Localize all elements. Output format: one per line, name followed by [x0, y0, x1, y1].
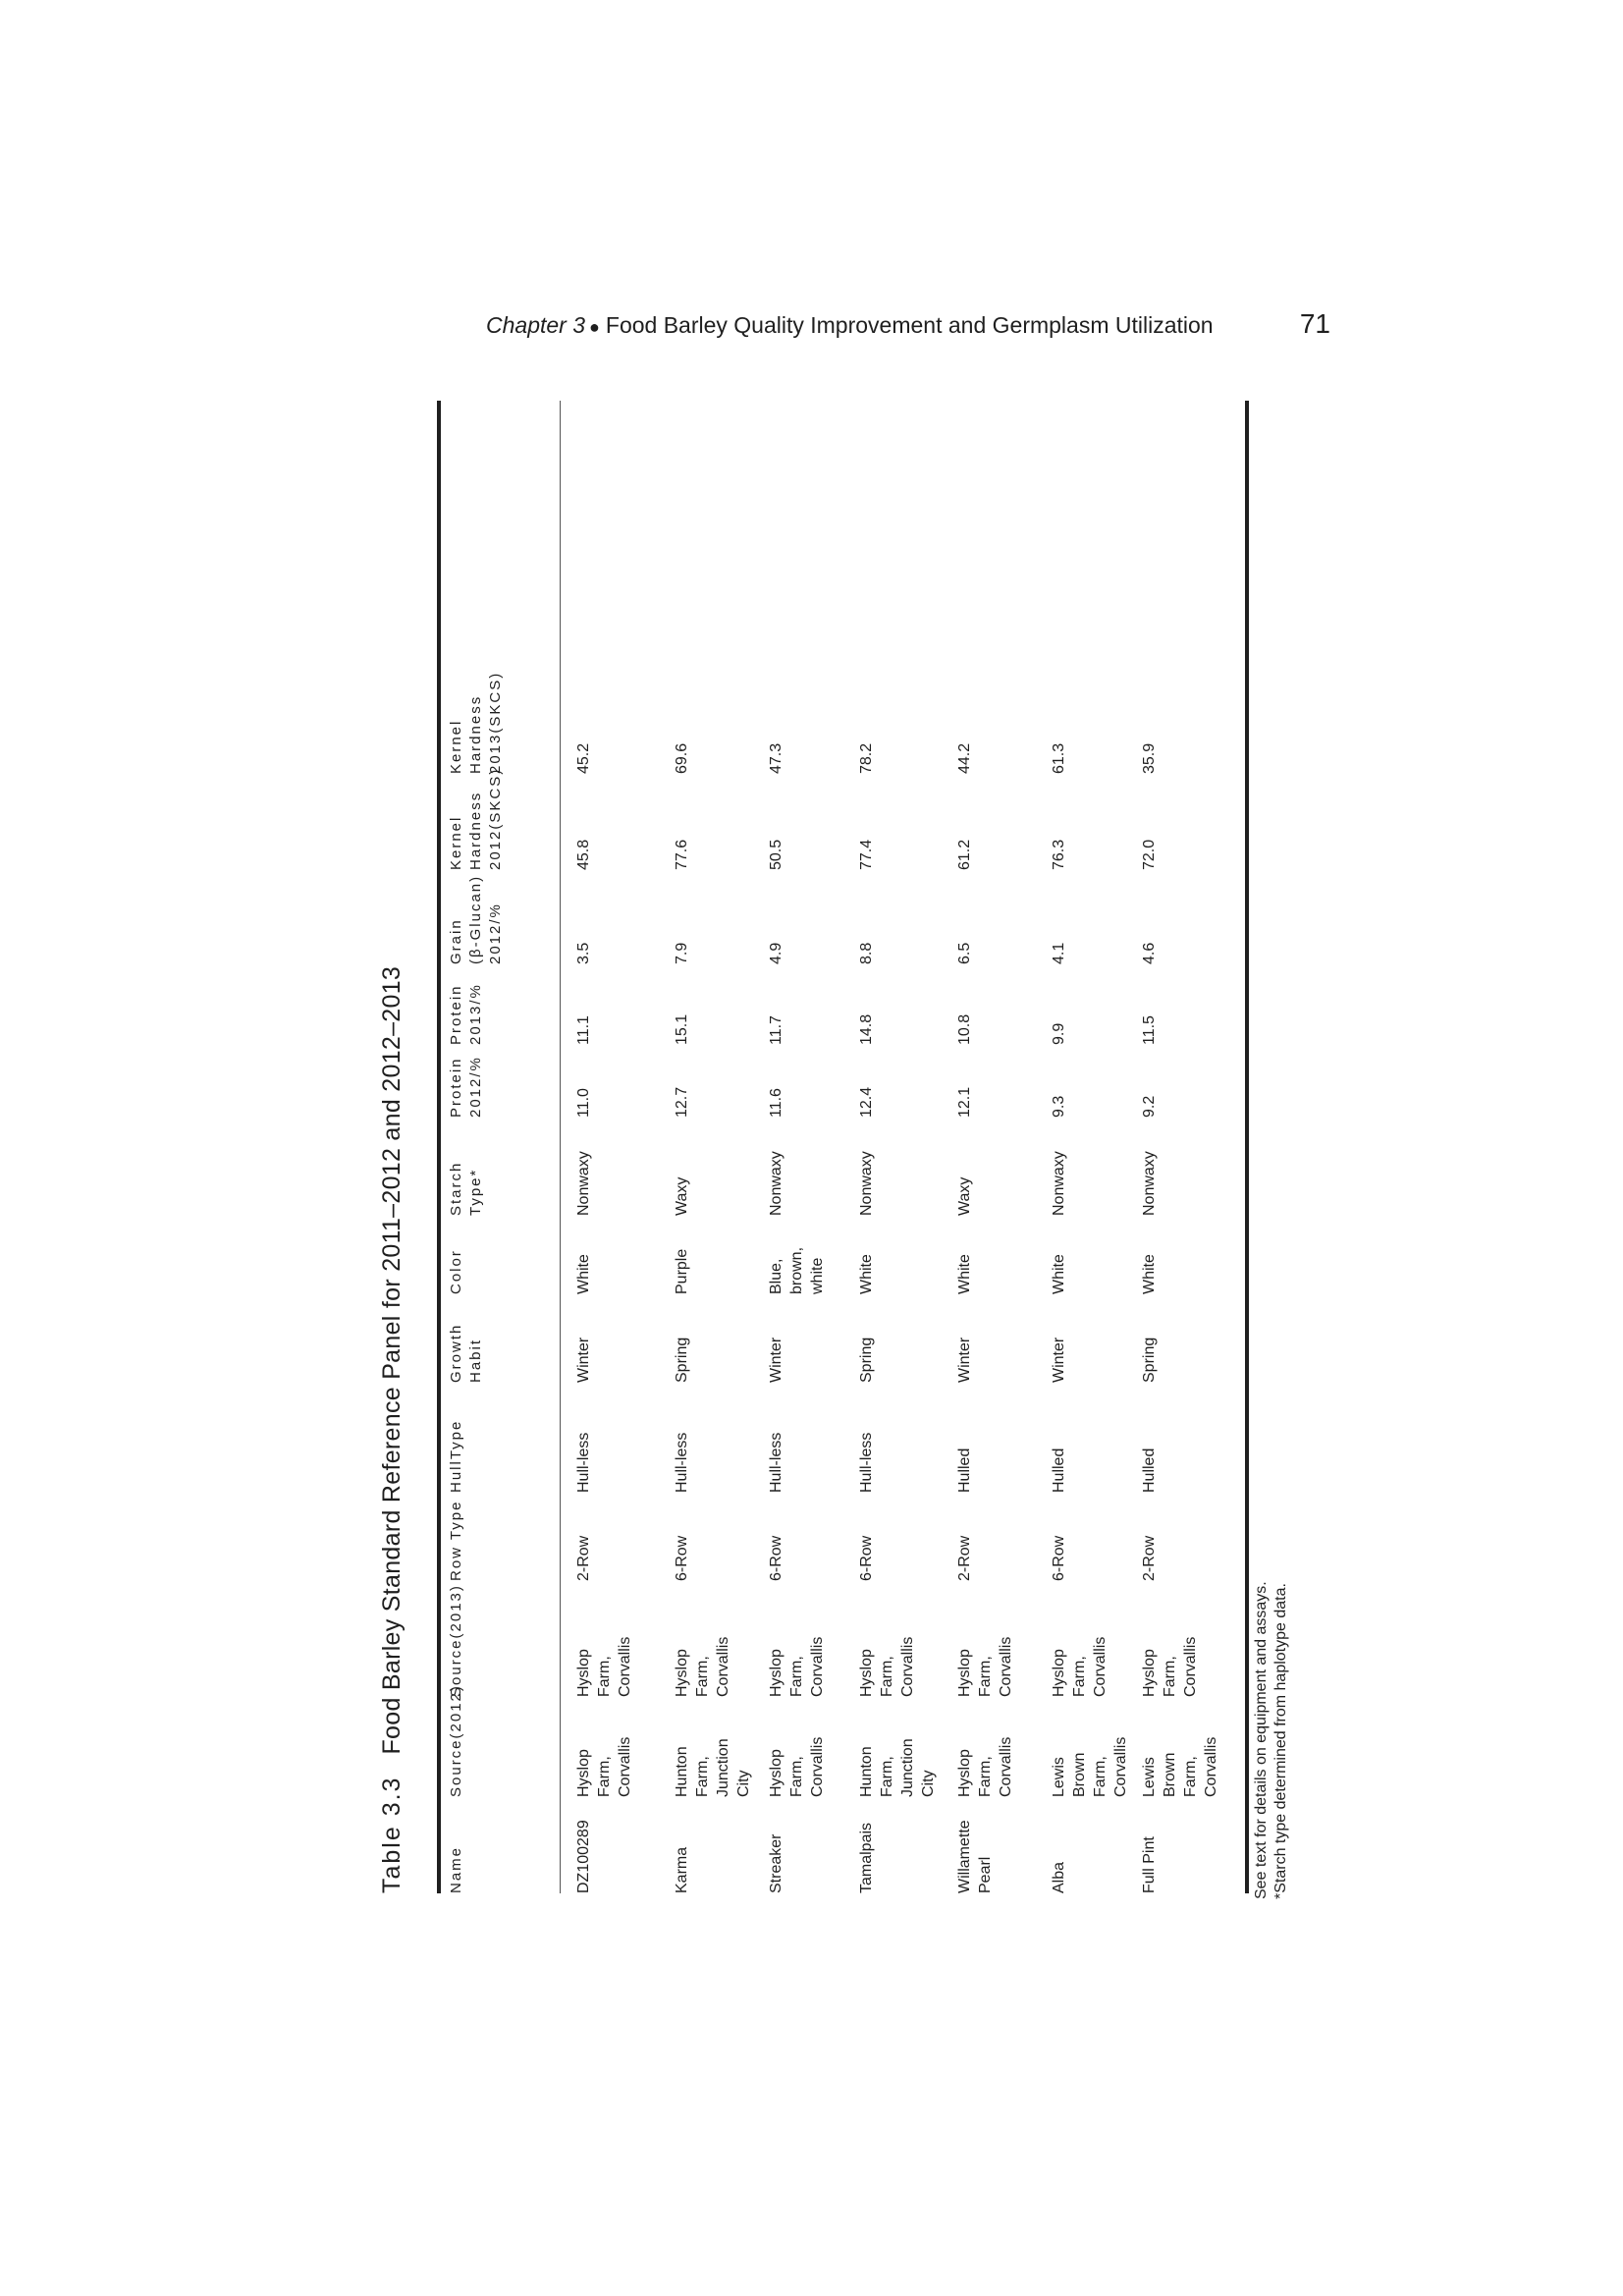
- bullet-icon: ●: [589, 317, 600, 337]
- cell-protein-2013: 10.8: [956, 1013, 973, 1045]
- cell-name: DZ100289: [575, 1820, 592, 1893]
- cell-beta-glucan-2012: 6.5: [956, 942, 973, 964]
- cell-kernel-hardness-2013: 45.2: [575, 742, 592, 774]
- cell-beta-glucan-2012: 8.8: [858, 942, 875, 964]
- cell-source-2012: Hyslop Farm, Corvallis: [575, 1736, 633, 1797]
- cell-protein-2012: 9.3: [1051, 1095, 1067, 1118]
- cell-hull-type: Hull-less: [674, 1432, 690, 1493]
- cell-protein-2012: 9.2: [1141, 1095, 1158, 1118]
- rotated-table-area: [255, 401, 1289, 1899]
- cell-source-2012: Lewis Brown Farm, Corvallis: [1141, 1736, 1219, 1797]
- cell-name: Streaker: [768, 1833, 784, 1893]
- cell-protein-2012: 12.7: [674, 1086, 690, 1118]
- cell-growth-habit: Winter: [956, 1337, 973, 1383]
- cell-hull-type: Hulled: [1051, 1448, 1067, 1493]
- cell-source-2013: Hyslop Farm, Corvallis: [1051, 1636, 1109, 1697]
- cell-protein-2013: 11.7: [768, 1015, 784, 1045]
- table-caption: [378, 966, 406, 1893]
- cell-color: White: [956, 1254, 973, 1294]
- chapter-label: Chapter 3: [486, 312, 586, 338]
- column-header-protein-2013: Protein 2013/%: [448, 983, 484, 1045]
- cell-growth-habit: Winter: [575, 1337, 592, 1383]
- cell-beta-glucan-2012: 4.6: [1141, 942, 1158, 964]
- cell-beta-glucan-2012: 7.9: [674, 942, 690, 964]
- column-header-growth-habit: Growth Habit: [448, 1323, 484, 1383]
- cell-kernel-hardness-2012: 72.0: [1141, 839, 1158, 870]
- column-header-row-type: Row Type: [448, 1500, 464, 1581]
- table-label: Table 3.3: [378, 1776, 406, 1893]
- cell-growth-habit: Spring: [1141, 1337, 1158, 1383]
- cell-source-2013: Hyslop Farm, Corvallis: [768, 1636, 826, 1697]
- cell-source-2012: Hyslop Farm, Corvallis: [768, 1736, 826, 1797]
- cell-source-2013: Hyslop Farm, Corvallis: [1141, 1636, 1199, 1697]
- cell-growth-habit: Winter: [1051, 1337, 1067, 1383]
- cell-source-2013: Hyslop Farm, Corvallis: [956, 1636, 1014, 1697]
- cell-kernel-hardness-2013: 61.3: [1051, 742, 1067, 774]
- cell-kernel-hardness-2012: 61.2: [956, 839, 973, 870]
- cell-protein-2013: 14.8: [858, 1013, 875, 1045]
- cell-growth-habit: Winter: [768, 1337, 784, 1383]
- cell-name: Tamalpais: [858, 1822, 875, 1893]
- cell-kernel-hardness-2013: 35.9: [1141, 742, 1158, 774]
- cell-kernel-hardness-2012: 45.8: [575, 839, 592, 870]
- cell-row-type: 6-Row: [768, 1535, 784, 1581]
- cell-kernel-hardness-2013: 69.6: [674, 742, 690, 774]
- cell-beta-glucan-2012: 4.1: [1051, 942, 1067, 964]
- cell-kernel-hardness-2012: 76.3: [1051, 839, 1067, 870]
- cell-row-type: 6-Row: [858, 1535, 875, 1581]
- cell-starch-type: Nonwaxy: [768, 1151, 784, 1216]
- cell-source-2012: Hunton Farm, Junction City: [858, 1738, 937, 1797]
- cell-color: White: [1051, 1254, 1067, 1294]
- cell-source-2013: Hyslop Farm, Corvallis: [575, 1636, 633, 1697]
- cell-color: Blue, brown, white: [768, 1246, 826, 1294]
- cell-row-type: 2-Row: [575, 1535, 592, 1581]
- cell-source-2012: Lewis Brown Farm, Corvallis: [1051, 1736, 1129, 1797]
- cell-protein-2013: 11.1: [575, 1015, 592, 1045]
- column-header-name: Name: [448, 1845, 464, 1893]
- cell-beta-glucan-2012: 4.9: [768, 942, 784, 964]
- cell-protein-2012: 12.4: [858, 1086, 875, 1118]
- cell-protein-2013: 15.1: [674, 1013, 690, 1045]
- column-header-source-2012: Source(2012): [448, 1684, 464, 1797]
- cell-starch-type: Nonwaxy: [1141, 1151, 1158, 1216]
- cell-protein-2012: 12.1: [956, 1086, 973, 1118]
- cell-hull-type: Hull-less: [575, 1432, 592, 1493]
- cell-color: Purple: [674, 1248, 690, 1294]
- cell-starch-type: Waxy: [956, 1176, 973, 1216]
- cell-starch-type: Nonwaxy: [575, 1151, 592, 1216]
- cell-starch-type: Nonwaxy: [1051, 1151, 1067, 1216]
- table-header-rule: [560, 401, 561, 1893]
- column-header-starch-type: Starch Type*: [448, 1161, 484, 1216]
- running-header: [486, 308, 1330, 352]
- cell-hull-type: Hulled: [956, 1448, 973, 1493]
- column-header-hull-type: HullType: [448, 1419, 464, 1493]
- cell-row-type: 2-Row: [956, 1535, 973, 1581]
- cell-protein-2013: 9.9: [1051, 1022, 1067, 1045]
- table-bottom-rule: [1245, 401, 1249, 1893]
- cell-source-2012: Hunton Farm, Junction City: [674, 1738, 752, 1797]
- column-header-protein-2012: Protein 2012/%: [448, 1056, 484, 1118]
- cell-growth-habit: Spring: [858, 1337, 875, 1383]
- cell-kernel-hardness-2013: 47.3: [768, 742, 784, 774]
- cell-kernel-hardness-2012: 77.4: [858, 839, 875, 870]
- cell-kernel-hardness-2013: 78.2: [858, 742, 875, 774]
- cell-name: Willamette Pearl: [956, 1820, 994, 1893]
- cell-source-2012: Hyslop Farm, Corvallis: [956, 1736, 1014, 1797]
- cell-row-type: 2-Row: [1141, 1535, 1158, 1581]
- cell-row-type: 6-Row: [674, 1535, 690, 1581]
- cell-color: White: [575, 1254, 592, 1294]
- cell-protein-2013: 11.5: [1141, 1015, 1158, 1045]
- cell-protein-2012: 11.0: [575, 1088, 592, 1118]
- cell-name: Karma: [674, 1846, 690, 1893]
- table-footnote: *Starch type determined from haplotype data.: [1272, 1583, 1289, 1899]
- cell-color: White: [1141, 1254, 1158, 1294]
- cell-starch-type: Waxy: [674, 1176, 690, 1216]
- chapter-title: Food Barley Quality Improvement and Germplasm Utilization: [605, 312, 1214, 338]
- cell-hull-type: Hull-less: [768, 1432, 784, 1493]
- table-title: Food Barley Standard Reference Panel for 2011–2012 and 2012–2013: [378, 965, 406, 1755]
- cell-name: Full Pint: [1141, 1836, 1158, 1893]
- column-header-kernel-hardness-2012: Kernel Hardness 2012(SKCS): [448, 767, 504, 870]
- cell-growth-habit: Spring: [674, 1337, 690, 1383]
- table-note: See text for details on equipment and assays.: [1253, 1581, 1270, 1899]
- column-header-beta-glucan-2012: Grain (β-Glucan) 2012/%: [448, 874, 504, 964]
- cell-kernel-hardness-2012: 77.6: [674, 839, 690, 870]
- table-top-rule: [437, 401, 441, 1893]
- cell-kernel-hardness-2013: 44.2: [956, 742, 973, 774]
- column-header-kernel-hardness-2013: Kernel Hardness 2013(SKCS): [448, 671, 504, 774]
- cell-kernel-hardness-2012: 50.5: [768, 839, 784, 870]
- cell-beta-glucan-2012: 3.5: [575, 942, 592, 964]
- cell-hull-type: Hulled: [1141, 1448, 1158, 1493]
- page-number: 71: [1299, 308, 1330, 339]
- cell-name: Alba: [1051, 1861, 1067, 1893]
- cell-starch-type: Nonwaxy: [858, 1151, 875, 1216]
- cell-color: White: [858, 1254, 875, 1294]
- cell-row-type: 6-Row: [1051, 1535, 1067, 1581]
- column-header-source-2013: Source(2013): [448, 1584, 464, 1697]
- column-header-color: Color: [448, 1249, 464, 1294]
- cell-protein-2012: 11.6: [768, 1088, 784, 1118]
- cell-source-2013: Hyslop Farm, Corvallis: [858, 1636, 916, 1697]
- cell-source-2013: Hyslop Farm, Corvallis: [674, 1636, 731, 1697]
- cell-hull-type: Hull-less: [858, 1432, 875, 1493]
